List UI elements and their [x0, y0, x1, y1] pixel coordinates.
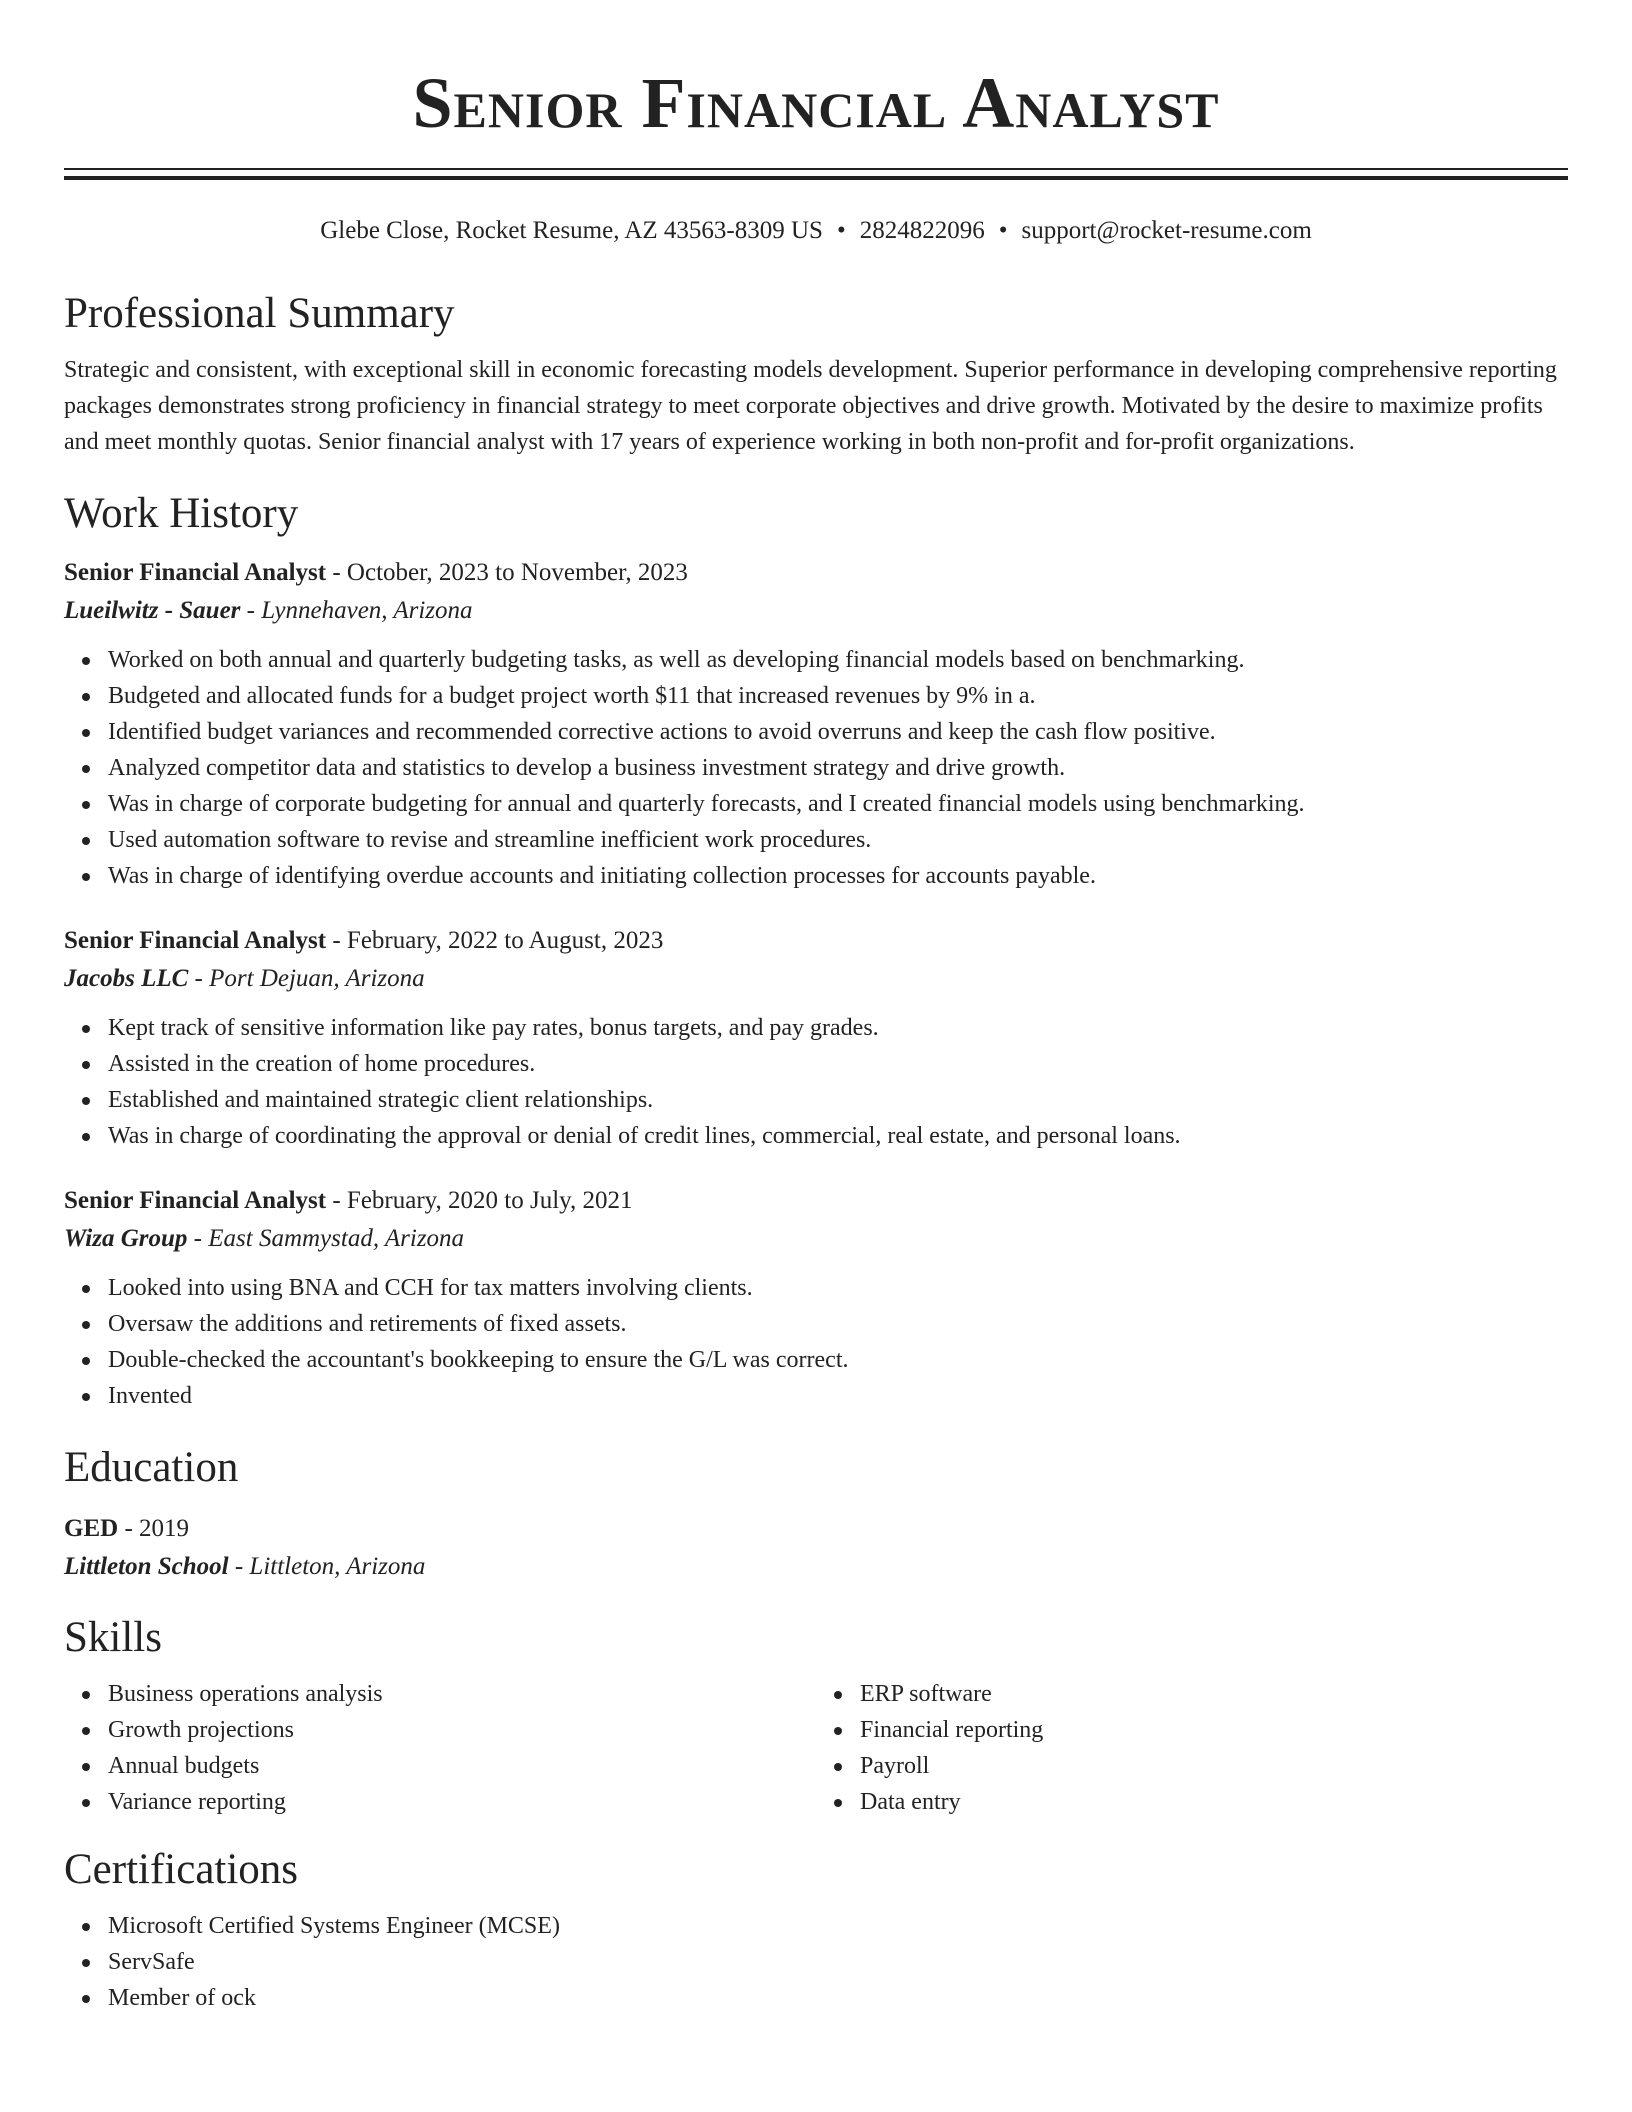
school-location: - Littleton, Arizona: [228, 1553, 426, 1580]
degree-name: GED: [64, 1515, 119, 1542]
job-bullet: Double-checked the accountant's bookkeeping to ensure the G/L was correct.: [108, 1342, 1568, 1378]
job-title-line: [64, 922, 1568, 960]
skills-column-left: [64, 1676, 816, 1820]
job-entry: [64, 922, 1568, 1154]
certification-item: ServSafe: [108, 1944, 1568, 1980]
school-line: [64, 1548, 1568, 1586]
skill-item: Variance reporting: [108, 1784, 816, 1820]
contact-email: support@rocket-resume.com: [1021, 217, 1312, 244]
skills-heading: Skills: [64, 1614, 162, 1661]
contact-address: Glebe Close, Rocket Resume, AZ 43563-8309 US: [320, 217, 823, 244]
school-name: Littleton School: [64, 1553, 229, 1580]
company-line: [64, 960, 1568, 998]
job-bullet: Assisted in the creation of home procedures.: [108, 1046, 1568, 1082]
job-bullet: Established and maintained strategic client relationships.: [108, 1082, 1568, 1118]
job-bullets: [64, 1270, 1568, 1414]
certifications-section: [64, 1842, 1568, 2016]
education-entry: [64, 1510, 1568, 1586]
job-bullet: Analyzed competitor data and statistics to develop a business investment strategy and drive growth.: [108, 750, 1568, 786]
certification-item: Microsoft Certified Systems Engineer (MCSE): [108, 1908, 1568, 1944]
skill-item: Financial reporting: [860, 1712, 1568, 1748]
job-bullet: Invented: [108, 1378, 1568, 1414]
work-history-heading: Work History: [64, 490, 299, 537]
summary-heading: Professional Summary: [64, 290, 455, 337]
title-divider: [64, 168, 1568, 180]
company-name: Jacobs LLC: [64, 965, 189, 992]
company-name: Wiza Group: [64, 1225, 188, 1252]
contact-separator: •: [836, 217, 846, 244]
contact-separator: •: [998, 217, 1008, 244]
job-entry: [64, 554, 1568, 894]
job-title-line: [64, 554, 1568, 592]
resume-page: [64, 0, 1568, 2016]
skill-item: Business operations analysis: [108, 1676, 816, 1712]
job-bullet: Budgeted and allocated funds for a budget project worth $11 that increased revenues by 9% in a.: [108, 678, 1568, 714]
skills-column-right: [816, 1676, 1568, 1820]
degree-year: - 2019: [118, 1515, 190, 1542]
contact-phone: 2824822096: [859, 217, 985, 244]
job-bullets: [64, 1010, 1568, 1154]
job-entry: [64, 1182, 1568, 1414]
company-name: Lueilwitz - Sauer: [64, 597, 241, 624]
skill-item: Data entry: [860, 1784, 1568, 1820]
job-title-line: [64, 1182, 1568, 1220]
job-bullet: Looked into using BNA and CCH for tax matters involving clients.: [108, 1270, 1568, 1306]
certifications-list: [64, 1908, 1568, 2016]
work-history-section: [64, 486, 1568, 1414]
company-location: - Port Dejuan, Arizona: [188, 965, 425, 992]
job-title: Senior Financial Analyst: [64, 559, 327, 586]
job-bullet: Was in charge of corporate budgeting for annual and quarterly forecasts, and I created financial models using benchmarking.: [108, 786, 1568, 822]
company-line: [64, 592, 1568, 630]
job-bullet: Used automation software to revise and streamline inefficient work procedures.: [108, 822, 1568, 858]
company-location: - East Sammystad, Arizona: [187, 1225, 465, 1252]
job-bullet: Oversaw the additions and retirements of fixed assets.: [108, 1306, 1568, 1342]
job-bullet: Identified budget variances and recommended corrective actions to avoid overruns and keep the cash flow positive.: [108, 714, 1568, 750]
job-dates: - October, 2023 to November, 2023: [326, 559, 688, 586]
company-location: - Lynnehaven, Arizona: [240, 597, 473, 624]
job-bullet: Worked on both annual and quarterly budgeting tasks, as well as developing financial models based on benchmarking.: [108, 642, 1568, 678]
degree-line: [64, 1510, 1568, 1548]
job-bullet: Was in charge of identifying overdue accounts and initiating collection processes for accounts payable.: [108, 858, 1568, 894]
job-bullet: Kept track of sensitive information like pay rates, bonus targets, and pay grades.: [108, 1010, 1568, 1046]
certification-item: Member of ock: [108, 1980, 1568, 2016]
skill-item: Annual budgets: [108, 1748, 816, 1784]
skills-grid: [64, 1676, 1568, 1820]
job-dates: - February, 2022 to August, 2023: [326, 927, 664, 954]
education-heading: Education: [64, 1444, 239, 1491]
skill-item: ERP software: [860, 1676, 1568, 1712]
job-bullet: Was in charge of coordinating the approval or denial of credit lines, commercial, real estate, and personal loans.: [108, 1118, 1568, 1154]
job-title: Senior Financial Analyst: [64, 1187, 327, 1214]
skill-item: Growth projections: [108, 1712, 816, 1748]
company-line: [64, 1220, 1568, 1258]
skills-section: [64, 1610, 1568, 1820]
job-dates: - February, 2020 to July, 2021: [326, 1187, 633, 1214]
page-title: Senior Financial Analyst: [412, 63, 1220, 143]
summary-text: Strategic and consistent, with exceptional skill in economic forecasting models development. Superior performance in developing comprehensive reporting packages demonstrates strong proficiency in financial strategy to meet corporate objectives and drive growth. Motivated by the desire to maximize profits and meet monthly quotas. Senior financial analyst with 17 years of experience working in both non-profit and for-profit organizations.: [64, 357, 1557, 455]
education-section: [64, 1440, 1568, 1586]
job-title: Senior Financial Analyst: [64, 927, 327, 954]
professional-summary-section: [64, 286, 1568, 460]
certifications-heading: Certifications: [64, 1846, 299, 1893]
skill-item: Payroll: [860, 1748, 1568, 1784]
contact-line: [64, 214, 1568, 248]
job-bullets: [64, 642, 1568, 894]
